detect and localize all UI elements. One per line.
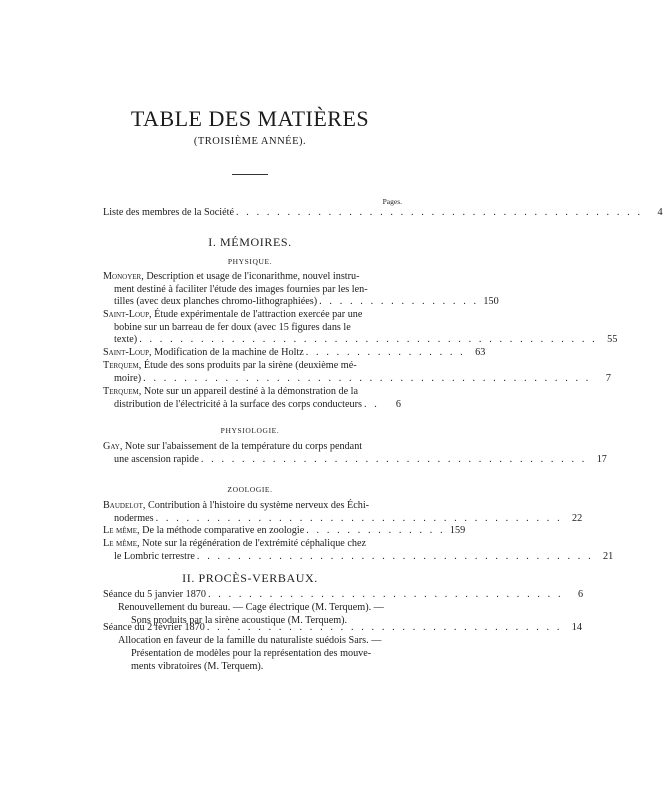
seance-2-detail: ments vibratoires (M. Terquem). xyxy=(131,661,264,672)
leader-dots: . . . . . . . . . . . . . . . . xyxy=(305,347,466,358)
seance-2-detail: Allocation en faveur de la famille du naturaliste suédois Sars. — xyxy=(118,635,382,646)
seance-2-detail: Présentation de modèles pour la représentation des mouve- xyxy=(131,648,372,659)
entry-text: , Note sur la régénération de l'extrémité céphalique chez xyxy=(137,538,367,549)
entry-author: Le même xyxy=(103,525,138,536)
toc-entry-baudelot-2 xyxy=(103,525,466,538)
entry-text: moire) xyxy=(114,372,142,384)
entry-page: 22 xyxy=(572,512,583,524)
toc-entry-terquem-2 xyxy=(103,386,401,411)
entry-text: Séance du 2 février 1870 xyxy=(103,622,205,633)
entry-page: 159 xyxy=(449,525,466,536)
entry-author: Le même xyxy=(103,538,138,549)
toc-entry-gay xyxy=(103,441,607,466)
leader-dots: . . xyxy=(363,398,380,410)
entry-author: Terquem xyxy=(103,386,139,397)
toc-entry-monoyer xyxy=(103,271,499,309)
entry-page: 4 xyxy=(657,207,663,218)
toc-entry-seance-1 xyxy=(103,589,584,602)
section-heading-proces-verbaux: II. PROCÈS-VERBAUX. xyxy=(182,571,318,585)
leader-dots: . . . . . . . . . . . . . . . . xyxy=(319,296,479,308)
entry-text: une ascension rapide xyxy=(114,453,199,465)
toc-entry-seance-2 xyxy=(103,622,582,635)
leader-dots: . . . . . . . . . . . . . . . . . . . . . . . . . . . . . . . . . . . xyxy=(206,622,562,633)
leader-dots: . . . . . . . . . . . . . . . . . . . . . . . . . . . . . . . . . . . . . . . . xyxy=(155,512,563,524)
entry-text: , Modification de la machine de Holtz xyxy=(149,347,304,358)
section-heading-memoires: I. MÉMOIRES. xyxy=(208,235,292,249)
entry-text: Liste des membres de la Société xyxy=(103,207,234,218)
leader-dots: . . . . . . . . . . . . . . . . . . . . . . . . . . . . . . . . . . . . . . . . xyxy=(235,207,643,218)
entry-text: ment destiné à faciliter l'étude des images fournies par les len- xyxy=(114,283,368,295)
toc-entry-saint-loup-1 xyxy=(103,309,618,347)
entry-text: le Lombric terrestre xyxy=(114,550,195,562)
toc-entry-baudelot-3 xyxy=(103,538,614,563)
title-divider xyxy=(232,174,268,175)
entry-text: , Étude expérimentale de l'attraction exercée par une xyxy=(149,309,363,320)
entry-text: distribution de l'électricité à la surface des corps conducteurs xyxy=(114,398,362,410)
entry-text: texte) xyxy=(114,334,138,346)
toc-entry-baudelot-1 xyxy=(103,500,583,525)
subsection-heading-zoologie: ZOOLOGIE. xyxy=(227,485,273,494)
entry-author: Baudelot xyxy=(103,500,143,511)
entry-text: , Contribution à l'histoire du système nerveux des Échi- xyxy=(142,500,370,511)
entry-text: , De la méthode comparative en zoologie xyxy=(137,525,305,536)
leader-dots: . . . . . . . . . . . . . . . . . . . . . . . . . . . . . . . . . . . xyxy=(207,589,564,600)
entry-page: 14 xyxy=(571,622,582,633)
entry-page: 17 xyxy=(596,453,607,465)
entry-page: 63 xyxy=(475,347,486,358)
entry-text: , Note sur un appareil destiné à la démonstration de la xyxy=(138,386,359,397)
entry-author: Saint-Loup xyxy=(103,309,150,320)
subsection-heading-physiologie: PHYSIOLOGIE. xyxy=(220,426,280,435)
entry-text: , Description et usage de l'iconarithme, nouvel instru- xyxy=(141,271,360,282)
entry-text: tilles (avec deux planches chromo-lithographiées) xyxy=(114,296,318,308)
leader-dots: . . . . . . . . . . . . . . . . . . . . . . . . . . . . . . . . . . . . . . xyxy=(200,453,587,465)
toc-entry-terquem-1 xyxy=(103,360,611,385)
page-subtitle: (TROISIÈME ANNÉE). xyxy=(193,136,307,147)
entry-page: 21 xyxy=(603,550,614,562)
leader-dots: . . . . . . . . . . . . . . . . . . . . . . . . . . . . . . . . . . . . . . . xyxy=(196,550,594,562)
entry-text: , Étude des sons produits par la sirène (deuxième mé- xyxy=(138,360,357,371)
entry-text: bobine sur un barreau de fer doux (avec 15 figures dans le xyxy=(114,321,351,333)
leader-dots: . . . . . . . . . . . . . . xyxy=(306,525,446,536)
entry-page: 150 xyxy=(483,296,499,308)
leader-dots: . . . . . . . . . . . . . . . . . . . . . . . . . . . . . . . . . . . . . . . . . . . . xyxy=(143,372,591,384)
entry-author: Gay xyxy=(103,441,120,452)
subsection-heading-physique: PHYSIQUE. xyxy=(227,257,273,266)
entry-page: 6 xyxy=(395,398,401,410)
entry-text: nodermes xyxy=(114,512,154,524)
entry-author: Terquem xyxy=(103,360,139,371)
entry-page: 6 xyxy=(578,589,584,600)
toc-entry-saint-loup-2 xyxy=(103,347,486,360)
entry-page: 55 xyxy=(607,334,618,346)
pages-column-header: Pages. xyxy=(382,197,402,206)
toc-entry-liste xyxy=(103,207,663,220)
entry-author: Monoyer xyxy=(103,271,142,282)
entry-text: , Note sur l'abaissement de la température du corps pendant xyxy=(119,441,363,452)
seance-1-detail: Renouvellement du bureau. — Cage électrique (M. Terquem). — xyxy=(118,602,384,613)
seance-1-detail: Sons produits par la sirène acoustique (M. Terquem). xyxy=(131,615,348,626)
entry-page: 7 xyxy=(605,372,611,384)
entry-text: Séance du 5 janvier 1870 xyxy=(103,589,206,600)
page-title: TABLE DES MATIÈRES xyxy=(130,106,370,131)
entry-author: Saint-Loup xyxy=(103,347,150,358)
leader-dots: . . . . . . . . . . . . . . . . . . . . . . . . . . . . . . . . . . . . . . . . . . . . . xyxy=(139,334,598,346)
